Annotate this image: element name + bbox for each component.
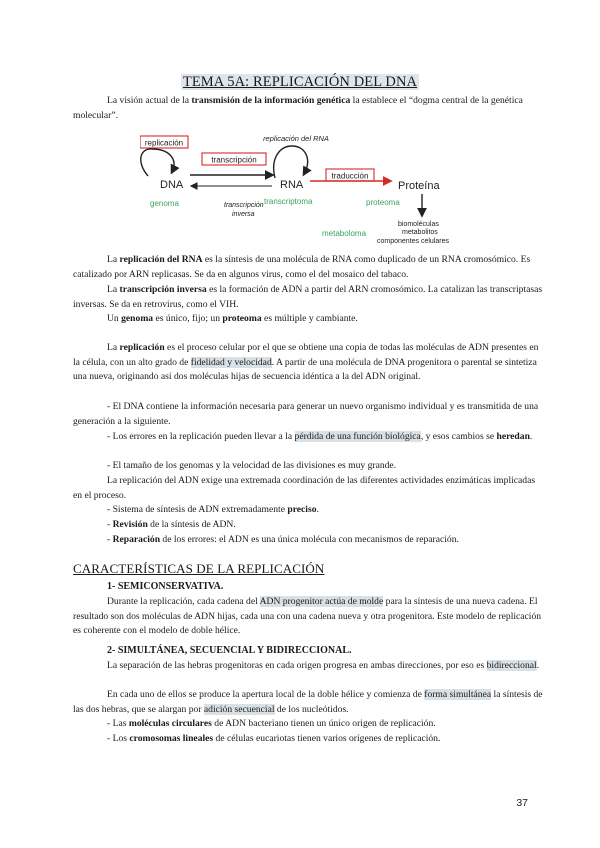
paragraph-bidireccional: La separación de las hebras progenitoras en cada origen progresa en ambas direcciones, por eso es bidireccional. xyxy=(107,660,540,671)
subheading-simultanea: 2- SIMULTÁNEA, SECUENCIAL Y BIDIRECCIONAL. xyxy=(107,645,352,656)
biomoleculas-label: biomoléculas xyxy=(398,221,439,228)
componentes-label: componentes celulares xyxy=(377,238,449,245)
paragraph-genoma: Un genoma es único, fijo; un proteoma es múltiple y cambiante. xyxy=(107,313,358,324)
traduccion-label: traducción xyxy=(331,171,369,181)
paragraph-coordinacion: La replicación del ADN exige una extremada coordinación de las diferentes actividades enzimáticas implicadas en el proceso. xyxy=(73,475,536,501)
section-heading-caracteristicas: CARACTERÍSTICAS DE LA REPLICACIÓN xyxy=(73,561,325,576)
genoma-label: genoma xyxy=(150,199,179,208)
replicacion-loop-arrow xyxy=(141,149,174,176)
list-item-reparacion: - Reparación de los errores: el ADN es una única molécula con mecanismos de reparación. xyxy=(107,534,459,545)
subheading-semiconservativa: 1- SEMICONSERVATIVA. xyxy=(107,581,224,592)
transcripcion-label: transcripción xyxy=(211,155,257,165)
paragraph-transcripcion-inversa: La transcripción inversa es la formación de ADN a partir del ARN cromosómico. La catalizan las transcriptasas inversas. Se da en retrovirus, como el VIH. xyxy=(73,284,543,310)
transcripcion-inversa-label-2: inversa xyxy=(232,211,255,218)
paragraph-replicacion-rna: La replicación del RNA es la síntesis de una molécula de RNA como duplicado de un RNA cromosómico. Es catalizado por ARN replicasas. Se da en algunos virus, como el del mosaico del tabaco. xyxy=(73,254,531,280)
transcripcion-inversa-label-1: transcripción xyxy=(224,202,264,209)
list-item-errores: - Los errores en la replicación pueden llevar a la pérdida de una función biológica, y esos cambios se heredan. xyxy=(107,431,533,442)
page-number: 37 xyxy=(516,797,528,809)
intro-paragraph: La visión actual de la transmisión de la información genética la establece el “dogma central de la genética molecular”. xyxy=(73,95,523,121)
list-item-sistema: - Sistema de síntesis de ADN extremadamente preciso. xyxy=(107,504,319,515)
proteina-label: Proteína xyxy=(398,180,440,192)
replicacion-label: replicación xyxy=(144,138,184,148)
list-item-dna-informacion: - El DNA contiene la información necesaria para generar un nuevo organismo individual y es transmitida de una generación a la siguiente. xyxy=(73,401,539,427)
paragraph-simultanea: En cada uno de ellos se produce la apertura local de la doble hélice y comienza de forma simultánea la síntesis de las dos hebras, que se alargan por adición secuencial de los nucleótidos. xyxy=(73,689,543,715)
dna-label: DNA xyxy=(160,179,184,191)
central-dogma-diagram xyxy=(140,128,470,250)
transcriptoma-label: transcriptoma xyxy=(264,197,313,206)
replicacion-rna-loop-arrow xyxy=(274,146,308,178)
replicacion-rna-label: replicación del RNA xyxy=(263,134,329,143)
list-item-revision: - Revisión de la síntesis de ADN. xyxy=(107,519,236,530)
page-title: TEMA 5A: REPLICACIÓN DEL DNA xyxy=(182,74,418,90)
metaboloma-label: metaboloma xyxy=(322,229,367,238)
paragraph-replicacion: La replicación es el proceso celular por el que se obtiene una copia de todas las moléculas de ADN presentes en la célula, con un alto grado de fidelidad y velocidad. A partir de una molécula de DNA progenitora o parental se sintetiza una nueva, originando así dos moléculas hijas de secuencia idéntica a la del ADN original. xyxy=(73,342,539,383)
list-item-lineales: - Los cromosomas lineales de células eucariotas tienen varios orígenes de replicación. xyxy=(107,733,441,744)
list-item-tamano: - El tamaño de los genomas y la velocidad de las divisiones es muy grande. xyxy=(107,460,397,471)
paragraph-semiconservativa: Durante la replicación, cada cadena del ADN progenitor actúa de molde para la síntesis de una nueva cadena. El resultado son dos moléculas de ADN hijas, cada una con una cadena nueva y otra progenitora. Este modelo de replicación es coherente con el modelo de doble hélice. xyxy=(73,596,542,637)
metabolitos-label: metabolitos xyxy=(402,229,438,236)
list-item-circulares: - Las moléculas circulares de ADN bacteriano tienen un único origen de replicación. xyxy=(107,718,436,729)
proteoma-label: proteoma xyxy=(366,198,400,207)
rna-label: RNA xyxy=(280,179,304,191)
